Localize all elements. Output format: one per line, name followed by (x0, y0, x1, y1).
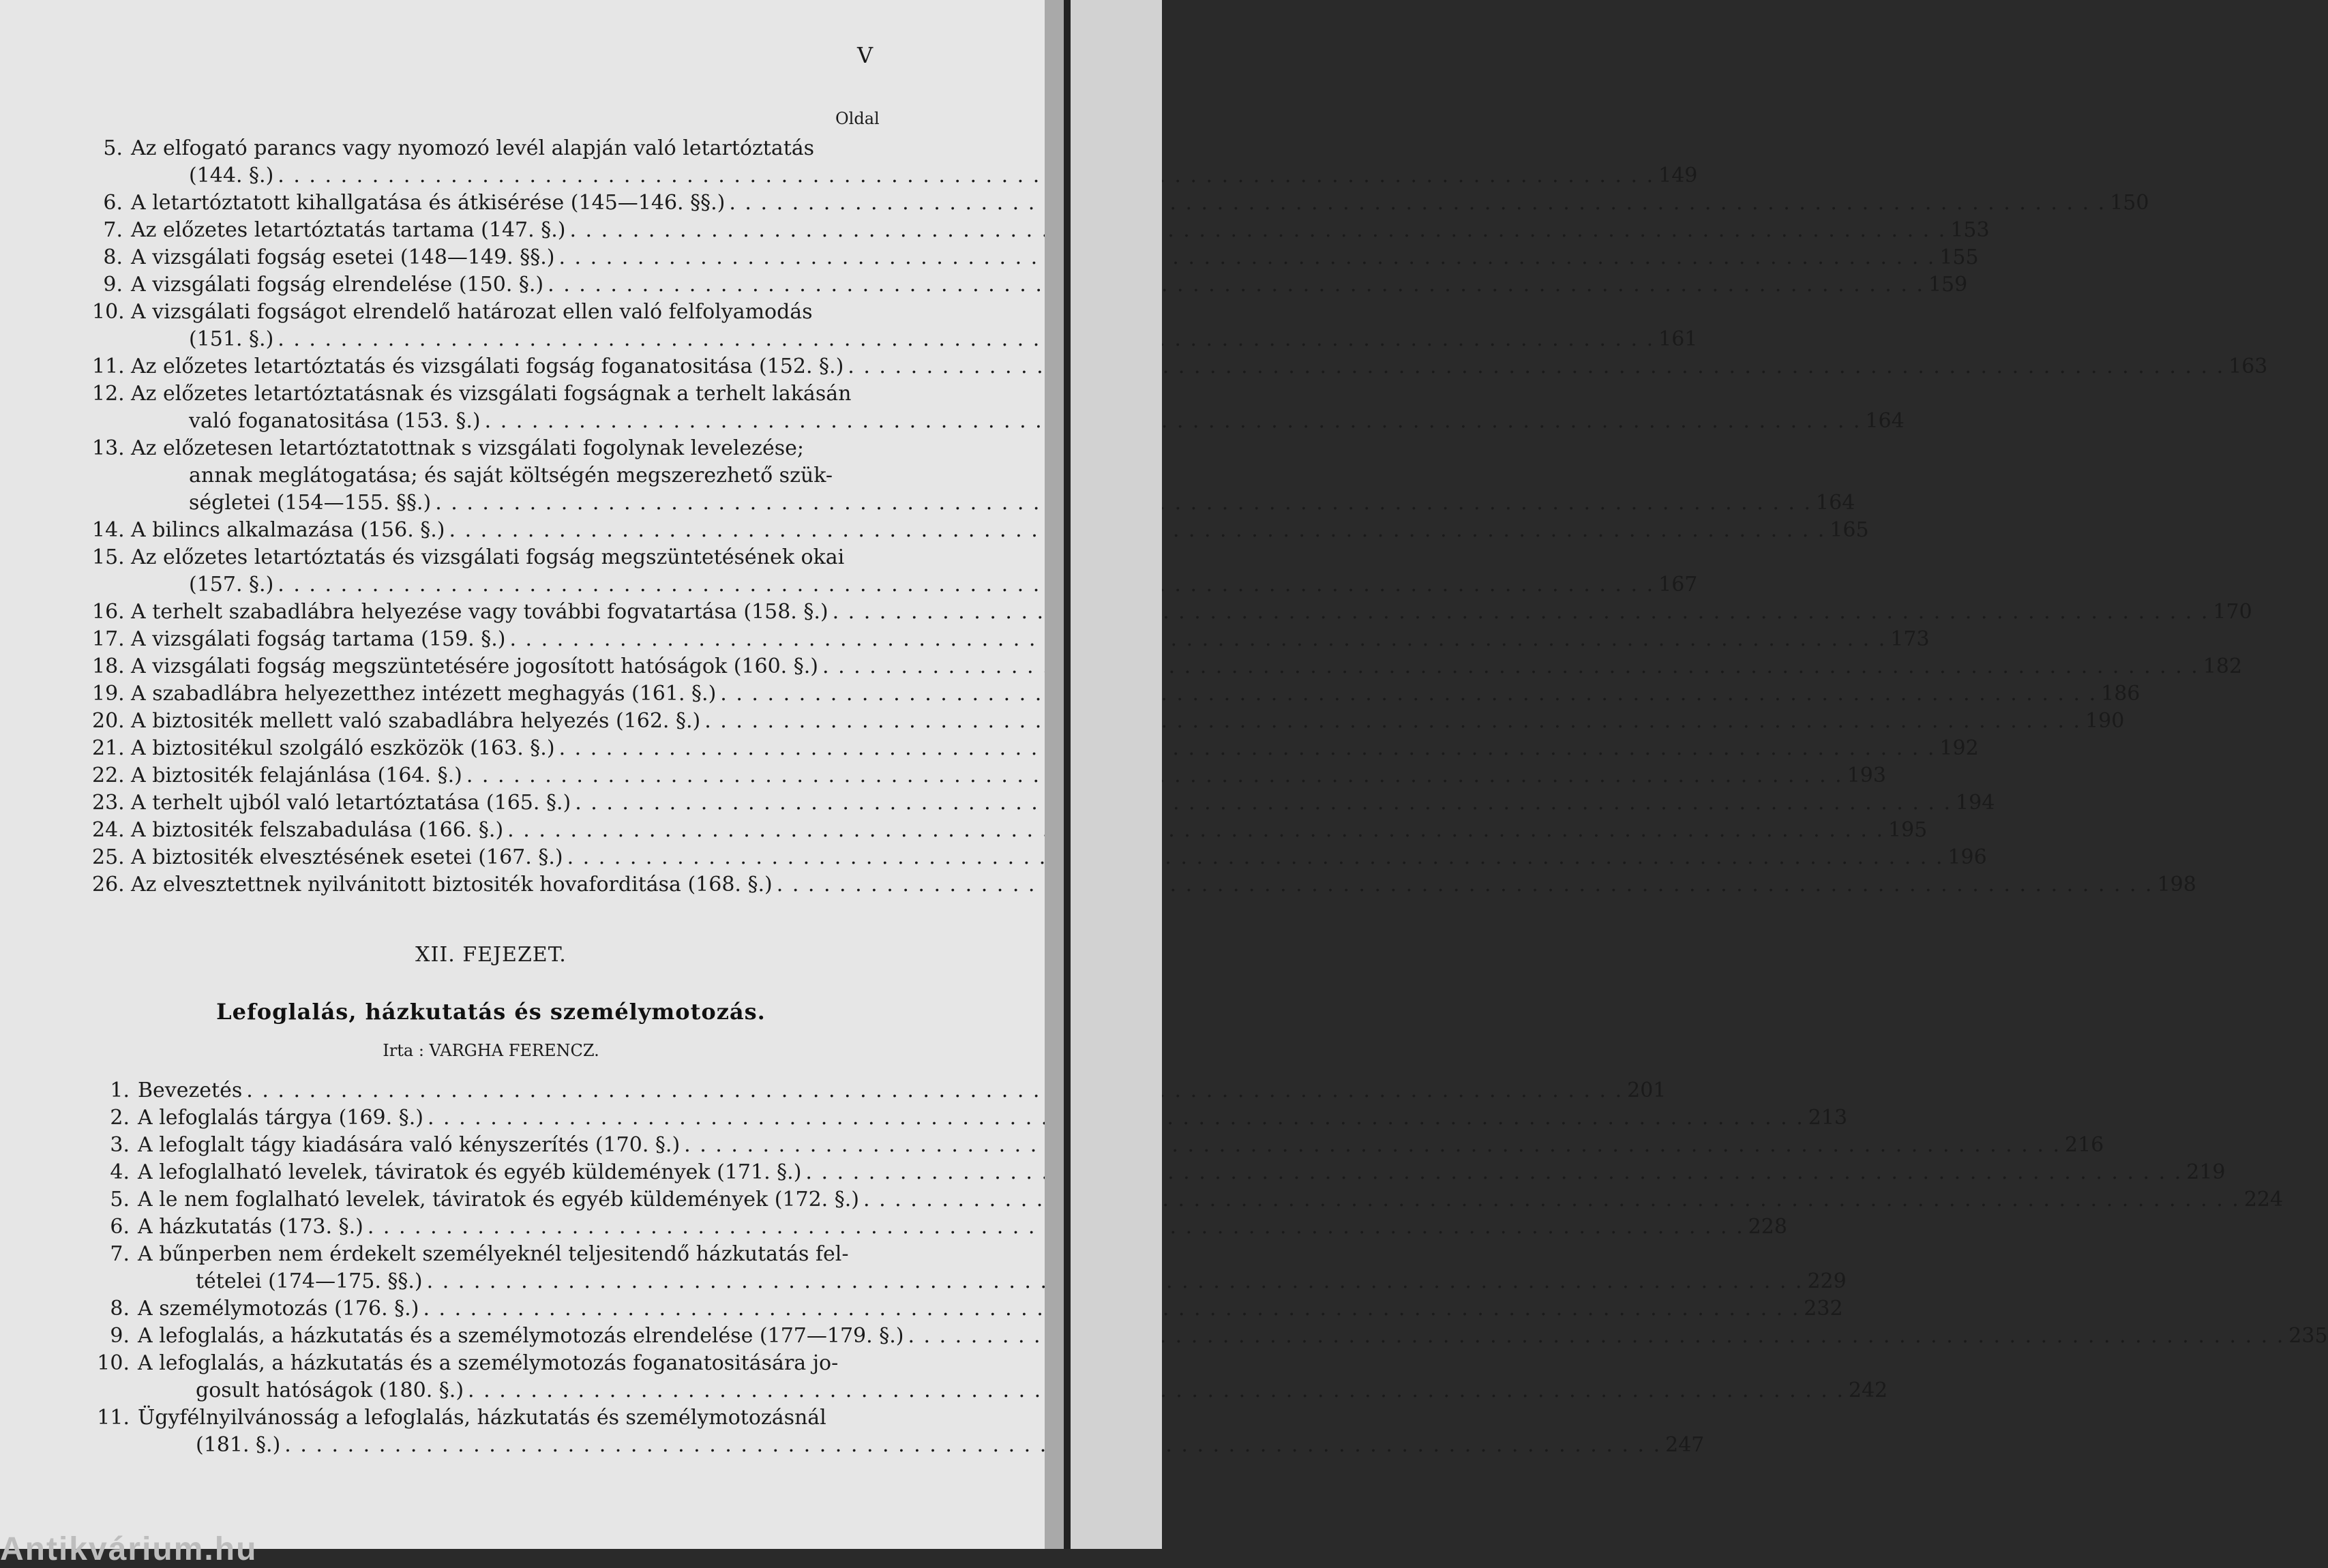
toc-entry (92, 1404, 1705, 1459)
entry-title-last-line (131, 817, 1927, 844)
entry-title-line: Az előzetes letartóztatás és vizsgálati fogság megszüntetésének okai (131, 545, 845, 569)
entry-page-number: 182 (2203, 654, 2243, 678)
toc-entry (92, 1350, 1888, 1404)
chapter-title: Lefoglalás, házkutatás és személymotozás. (216, 999, 766, 1025)
entry-number: 26. (92, 873, 125, 896)
entry-number: 2. (110, 1106, 130, 1130)
entry-page-number: 153 (1950, 218, 1990, 242)
entry-title: A bilincs alkalmazása (156. §.) (131, 518, 445, 542)
entry-title-line: A vizsgálati fogságot elrendelő határozat ellen való felfolyamodás (131, 300, 813, 324)
entry-title: A személymotozás (176. §.) (138, 1297, 419, 1321)
entry-body (131, 653, 2242, 680)
entry-number: 20. (92, 709, 125, 733)
entry-page-number: 242 (1848, 1378, 1888, 1402)
toc-entry (92, 1077, 1667, 1104)
entry-title-last-line (131, 489, 1855, 517)
entry-number: 5. (103, 136, 123, 160)
entry-page-number: 195 (1888, 818, 1928, 842)
entry-body (131, 762, 1886, 789)
entry-page-number: 193 (1847, 764, 1886, 787)
entry-number: 12. (92, 382, 125, 406)
entry-body (138, 1241, 1847, 1295)
toc-entry (92, 708, 2125, 735)
page-edge (1045, 0, 1064, 1549)
entry-number: 21. (92, 736, 125, 760)
toc-entry (92, 435, 1855, 517)
entry-number: 3. (110, 1133, 130, 1157)
toc-entry (92, 1241, 1847, 1295)
page-number: V (857, 42, 874, 68)
entry-body (138, 1404, 1704, 1459)
toc-entry (92, 517, 1869, 544)
entry-page-number: 198 (2157, 873, 2196, 896)
entry-body (138, 1186, 2283, 1213)
dot-leader (829, 599, 2213, 626)
entry-title-line: Az előzetesen letartóztatottnak s vizsgálati fogolynak levelezése; (131, 436, 804, 460)
entry-number: 23. (92, 791, 125, 815)
entry-number: 13. (92, 436, 125, 460)
entry-number: 11. (92, 355, 125, 378)
page-gutter-shadow (1064, 0, 1071, 1549)
entry-page-number: 194 (1956, 791, 1995, 815)
dot-leader (481, 408, 1866, 435)
entry-title: ségletei (154—155. §§.) (189, 491, 432, 515)
entry-page-number: 232 (1804, 1297, 1843, 1321)
entry-number: 4. (110, 1160, 130, 1184)
entry-body (131, 517, 1869, 544)
entry-number: 11. (97, 1406, 130, 1430)
dot-leader (571, 789, 1956, 817)
entry-title: A biztositékul szolgáló eszközök (163. §.) (131, 736, 555, 760)
entry-title: A vizsgálati fogság tartama (159. §.) (131, 627, 506, 651)
entry-page-number: 219 (2186, 1160, 2226, 1184)
entry-number: 7. (110, 1242, 130, 1266)
toc-entry (92, 299, 1698, 353)
entry-number: 6. (103, 191, 123, 215)
toc-entry (92, 653, 2243, 680)
entry-number: 7. (103, 218, 123, 242)
entry-body (131, 380, 1905, 435)
entry-title: A biztositék felajánlása (164. §.) (131, 764, 462, 787)
entry-body (131, 435, 1855, 517)
entry-title-last-line (138, 1432, 1704, 1459)
entry-title: A biztositék mellett való szabadlábra helyezés (162. §.) (131, 709, 701, 733)
entry-page-number: 150 (2110, 191, 2149, 215)
entry-title: A biztositék felszabadulása (166. §.) (131, 818, 504, 842)
entry-number: 22. (92, 764, 125, 787)
entry-title-line: A bűnperben nem érdekelt személyeknél teljesitendő házkutatás fel- (138, 1242, 849, 1266)
entry-title: A vizsgálati fogság esetei (148—149. §§.) (131, 245, 555, 269)
toc-entry (92, 817, 1928, 844)
entry-title-last-line (131, 408, 1905, 435)
toc-entry (92, 1159, 2226, 1186)
entry-page-number: 190 (2085, 709, 2125, 733)
entry-title: A lefoglalható levelek, táviratok és egyéb küldemények (171. §.) (138, 1160, 802, 1184)
entry-title: A vizsgálati fogság elrendelése (150. §.) (131, 273, 544, 297)
entry-title-last-line (131, 571, 1697, 599)
entry-body (138, 1295, 1843, 1323)
entry-title: gosult hatóságok (180. §.) (196, 1378, 464, 1402)
entry-number: 16. (92, 600, 125, 624)
entry-page-number: 167 (1658, 573, 1698, 597)
entry-title-last-line (131, 762, 1886, 789)
entry-title-last-line (138, 1213, 1787, 1241)
toc-entry (92, 1323, 2328, 1350)
entry-body (138, 1350, 1887, 1404)
entry-title-last-line (131, 517, 1869, 544)
entry-page-number: 173 (1890, 627, 1930, 651)
entry-page-number: 229 (1807, 1269, 1847, 1293)
entry-title-line: annak meglátogatása; és saját költségén megszerezhető szük- (189, 464, 833, 487)
background-surface (1064, 0, 1162, 1549)
entry-title: A terhelt ujból való letartóztatása (165. §.) (131, 791, 571, 815)
entry-title-last-line (138, 1186, 2283, 1213)
watermark: Antikvárium.hu (0, 1531, 258, 1567)
entry-title: Bevezetés (138, 1079, 243, 1102)
entry-body (131, 299, 1697, 353)
entry-title-line: Az előzetes letartóztatásnak és vizsgálati fogságnak a terhelt lakásán (131, 382, 852, 406)
entry-title: A házkutatás (173. §.) (138, 1215, 363, 1239)
entry-title: (181. §.) (196, 1433, 281, 1457)
entry-page-number: 165 (1830, 518, 1869, 542)
entry-title-line: Ügyfélnyilvánosság a lefoglalás, házkutatás és személymotozásnál (138, 1406, 826, 1430)
entry-title-last-line (138, 1268, 1847, 1295)
toc-section-2 (92, 1077, 2328, 1459)
dot-leader (555, 735, 1940, 762)
dot-leader (554, 244, 1939, 271)
entry-number: 14. (92, 518, 125, 542)
toc-entry (92, 244, 1979, 271)
entry-number: 25. (92, 845, 125, 869)
entry-page-number: 170 (2213, 600, 2252, 624)
toc-entry (92, 544, 1698, 599)
entry-number: 10. (97, 1351, 130, 1375)
toc-section-1 (92, 135, 2268, 899)
entry-page-number: 186 (2101, 682, 2140, 706)
toc-entry (92, 871, 2196, 899)
entry-body (131, 817, 1927, 844)
entry-body (131, 135, 1697, 190)
entry-title: A lefoglalt tágy kiadására való kényszerítés (170. §.) (138, 1133, 681, 1157)
entry-page-number: 161 (1658, 327, 1698, 351)
entry-number: 6. (110, 1215, 130, 1239)
entry-title: A le nem foglalható levelek, táviratok és egyéb küldemények (172. §.) (138, 1188, 859, 1211)
chapter-heading: XII. FEJEZET. (415, 943, 567, 967)
entry-page-number: 149 (1658, 164, 1698, 187)
toc-entry (92, 1132, 2104, 1159)
entry-page-number: 196 (1948, 845, 1987, 869)
toc-entry (92, 735, 1979, 762)
entry-number: 18. (92, 654, 125, 678)
entry-title: A letartóztatott kihallgatása és átkisérése (145—146. §§.) (131, 191, 726, 215)
dot-leader (563, 844, 1948, 871)
entry-page-number: 216 (2064, 1133, 2104, 1157)
entry-number: 8. (110, 1297, 130, 1321)
dot-leader (725, 190, 2110, 217)
entry-number: 10. (92, 300, 125, 324)
entry-title-last-line (131, 599, 2252, 626)
dot-leader (773, 871, 2158, 899)
dot-leader (273, 571, 1658, 599)
entry-title: A lefoglalás tárgya (169. §.) (138, 1106, 423, 1130)
dot-leader (273, 326, 1658, 353)
entry-title-line: A lefoglalás, a házkutatás és a személymotozás foganatositására jo- (138, 1351, 839, 1375)
entry-page-number: 213 (1808, 1106, 1848, 1130)
entry-body (131, 626, 1930, 653)
toc-entry (92, 190, 2149, 217)
entry-number: 17. (92, 627, 125, 651)
entry-title: (144. §.) (189, 164, 274, 187)
entry-page-number: 235 (2288, 1324, 2328, 1348)
entry-page-number: 201 (1627, 1079, 1667, 1102)
entry-title: Az előzetes letartóztatás és vizsgálati fogság foganatositása (152. §.) (131, 355, 844, 378)
entry-number: 9. (103, 273, 123, 297)
dot-leader (565, 217, 1950, 244)
toc-entry (92, 380, 1905, 435)
entry-page-number: 192 (1939, 736, 1979, 760)
toc-entry (92, 762, 1886, 789)
toc-entry (92, 599, 2252, 626)
entry-title: A terhelt szabadlábra helyezése vagy további fogvatartása (158. §.) (131, 600, 829, 624)
entry-number: 9. (110, 1324, 130, 1348)
entry-title: tételei (174—175. §§.) (196, 1269, 423, 1293)
entry-title-last-line (131, 353, 2267, 380)
entry-title-last-line (131, 162, 1697, 190)
toc-entry (92, 1213, 1787, 1241)
entry-page-number: 155 (1939, 245, 1979, 269)
entry-title: A szabadlábra helyezetthez intézett meghagyás (161. §.) (131, 682, 717, 706)
dot-leader (716, 680, 2101, 708)
dot-leader (280, 1432, 1665, 1459)
page-column-header: Oldal (835, 109, 880, 128)
entry-page-number: 164 (1865, 409, 1905, 433)
entry-title-last-line (138, 1377, 1887, 1404)
dot-leader (680, 1132, 2065, 1159)
dot-leader (700, 708, 2085, 735)
entry-page-number: 164 (1816, 491, 1855, 515)
toc-entry (92, 1295, 1843, 1323)
toc-entry (92, 1186, 2284, 1213)
toc-entry (92, 353, 2268, 380)
entry-title-last-line (138, 1159, 2226, 1186)
entry-body (138, 1213, 1787, 1241)
entry-number: 24. (92, 818, 125, 842)
toc-entry (92, 217, 1990, 244)
entry-title: Az előzetes letartóztatás tartama (147. §.) (131, 218, 566, 242)
entry-title-last-line (131, 326, 1697, 353)
entry-number: 8. (103, 245, 123, 269)
entry-page-number: 247 (1665, 1433, 1705, 1457)
toc-entry (92, 271, 1968, 299)
entry-title-last-line (138, 1077, 1666, 1104)
entry-page-number: 163 (2228, 355, 2268, 378)
toc-entry (92, 1104, 1848, 1132)
entry-body (131, 544, 1697, 599)
entry-body (131, 871, 2196, 899)
entry-title: A vizsgálati fogság megszüntetésére jogosított hatóságok (160. §.) (131, 654, 818, 678)
dot-leader (543, 271, 1928, 299)
entry-number: 19. (92, 682, 125, 706)
entry-title-line: Az elfogató parancs vagy nyomozó levél alapján való letartóztatás (131, 136, 815, 160)
toc-entry (92, 844, 1987, 871)
entry-body (138, 1323, 2328, 1350)
dot-leader (801, 1159, 2186, 1186)
entry-title-last-line (138, 1104, 1847, 1132)
entry-title-last-line (131, 653, 2242, 680)
toc-entry (92, 135, 1698, 190)
dot-leader (505, 626, 1890, 653)
entry-body (138, 1104, 1847, 1132)
chapter-author: Irta : VARGHA FERENCZ. (383, 1041, 599, 1060)
dot-leader (242, 1077, 1627, 1104)
entry-body (131, 353, 2267, 380)
dot-leader (503, 817, 1888, 844)
entry-title: való foganatositása (153. §.) (189, 409, 481, 433)
entry-number: 15. (92, 545, 125, 569)
entry-title-last-line (131, 871, 2196, 899)
dot-leader (818, 653, 2203, 680)
entry-page-number: 224 (2243, 1188, 2284, 1211)
entry-title-last-line (131, 626, 1930, 653)
toc-entry (92, 680, 2140, 708)
entry-title: Az elvesztettnek nyilvánitott biztositék hovaforditása (168. §.) (131, 873, 773, 896)
entry-page-number: 228 (1748, 1215, 1787, 1239)
entry-title-last-line (138, 1323, 2328, 1350)
entry-body (131, 599, 2252, 626)
toc-entry (92, 789, 1995, 817)
entry-title: A biztositék elvesztésének esetei (167. §.) (131, 845, 563, 869)
entry-body (138, 1159, 2226, 1186)
entry-page-number: 159 (1928, 273, 1968, 297)
entry-number: 5. (110, 1188, 130, 1211)
dot-leader (273, 162, 1658, 190)
entry-title: (157. §.) (189, 573, 274, 597)
entry-title-last-line (138, 1295, 1843, 1323)
entry-number: 1. (110, 1079, 130, 1102)
toc-entry (92, 626, 1930, 653)
entry-title: A lefoglalás, a házkutatás és a személymotozás elrendelése (177—179. §.) (138, 1324, 904, 1348)
entry-title: (151. §.) (189, 327, 274, 351)
entry-body (138, 1077, 1666, 1104)
